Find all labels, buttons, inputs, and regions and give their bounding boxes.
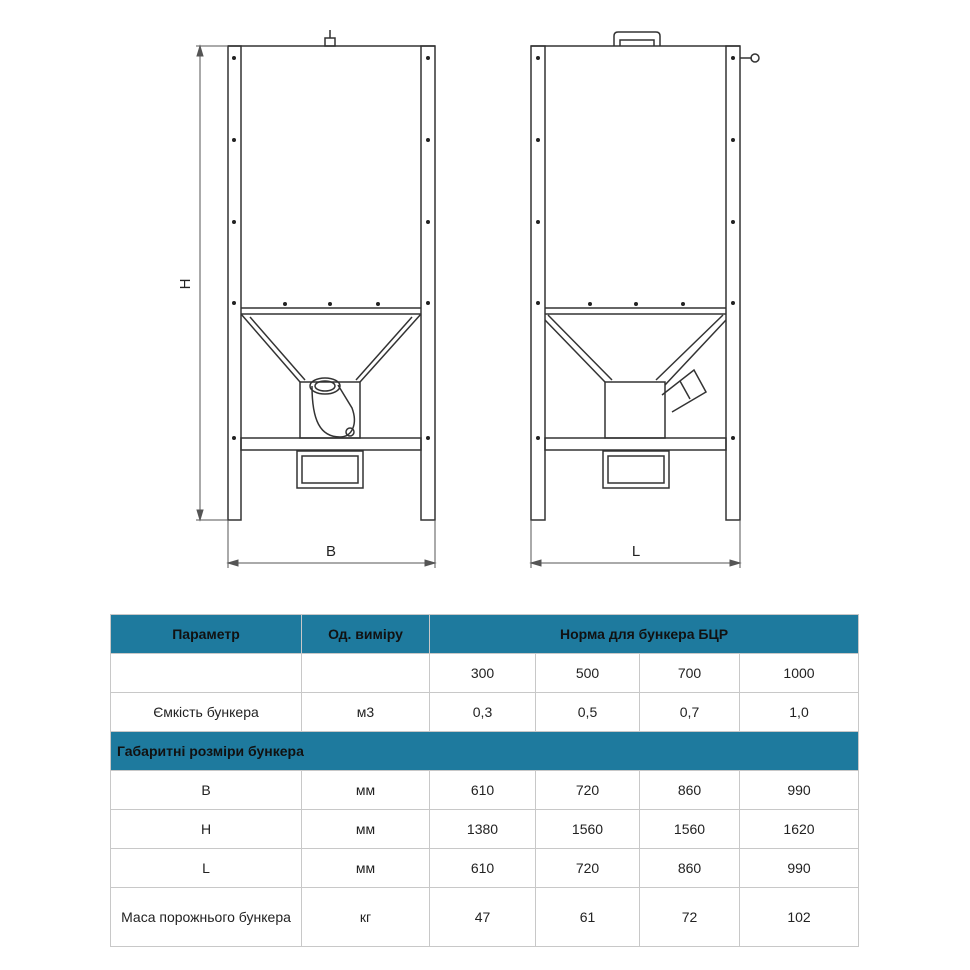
cell-value: 1560	[536, 810, 640, 849]
table-row	[111, 810, 859, 849]
cell-value: 47	[430, 888, 536, 947]
cell-param	[111, 654, 302, 693]
spec-table	[110, 614, 859, 947]
cell-param: Маса порожнього бункера	[111, 888, 302, 947]
cell-value: 500	[536, 654, 640, 693]
header-norm: Норма для бункера БЦР	[430, 615, 859, 654]
header-unit: Од. виміру	[302, 615, 430, 654]
cell-unit: мм	[302, 771, 430, 810]
section-title: Габаритні розміри бункера	[111, 732, 859, 771]
dimension-b-label: B	[325, 543, 337, 560]
cell-value: 610	[430, 771, 536, 810]
table-row	[111, 693, 859, 732]
table-row	[111, 771, 859, 810]
cell-value: 0,3	[430, 693, 536, 732]
cell-value: 300	[430, 654, 536, 693]
dimension-l-label: L	[631, 543, 641, 560]
cell-unit: кг	[302, 888, 430, 947]
cell-value: 0,7	[640, 693, 740, 732]
header-param: Параметр	[111, 615, 302, 654]
cell-param: B	[111, 771, 302, 810]
cell-value: 720	[536, 771, 640, 810]
cell-value: 990	[740, 771, 859, 810]
front-view	[228, 30, 435, 520]
cell-value: 860	[640, 771, 740, 810]
cell-value: 0,5	[536, 693, 640, 732]
cell-unit: м3	[302, 693, 430, 732]
table-row	[111, 654, 859, 693]
dimension-h-label: H	[177, 278, 194, 290]
cell-value: 1000	[740, 654, 859, 693]
dimension-lines	[196, 46, 740, 568]
table-row	[111, 888, 859, 947]
cell-value: 1620	[740, 810, 859, 849]
table-section-row	[111, 732, 859, 771]
cell-value: 72	[640, 888, 740, 947]
cell-value: 102	[740, 888, 859, 947]
table-header-row	[111, 615, 859, 654]
cell-unit: мм	[302, 849, 430, 888]
side-view	[531, 32, 759, 520]
cell-value: 720	[536, 849, 640, 888]
cell-value: 700	[640, 654, 740, 693]
cell-value: 860	[640, 849, 740, 888]
cell-value: 1,0	[740, 693, 859, 732]
cell-value: 1560	[640, 810, 740, 849]
table-row	[111, 849, 859, 888]
cell-value: 1380	[430, 810, 536, 849]
cell-unit: мм	[302, 810, 430, 849]
cell-value: 990	[740, 849, 859, 888]
cell-value: 61	[536, 888, 640, 947]
cell-param: Ємкість бункера	[111, 693, 302, 732]
cell-value: 610	[430, 849, 536, 888]
cell-param: H	[111, 810, 302, 849]
cell-param: L	[111, 849, 302, 888]
cell-unit	[302, 654, 430, 693]
